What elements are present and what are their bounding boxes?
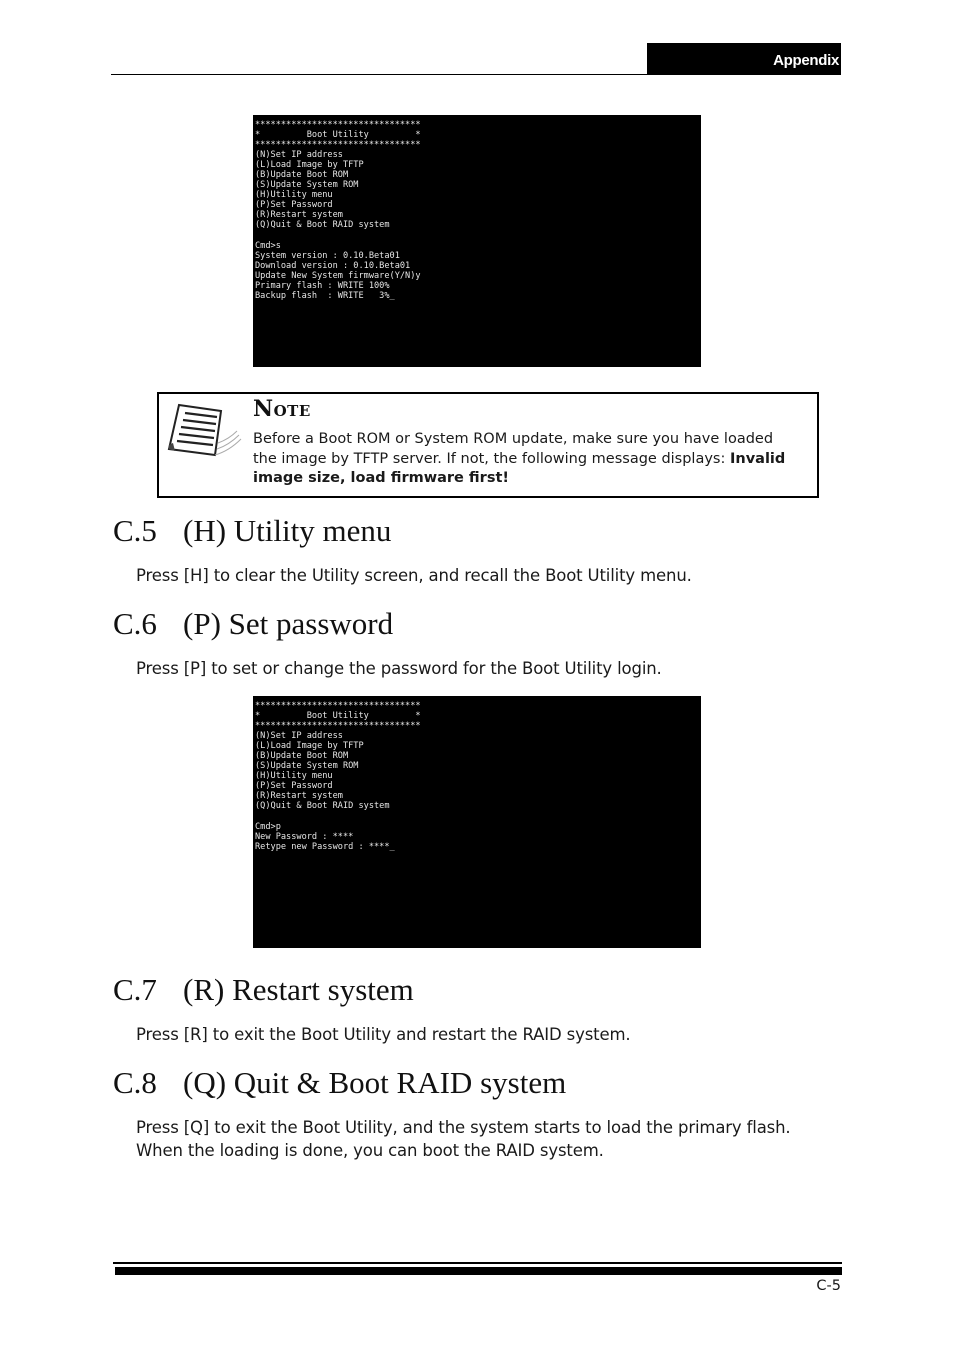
section-body-c7: Press [R] to exit the Boot Utility and restart the RAID system. xyxy=(136,1025,631,1044)
terminal-line: Backup flash : WRITE 3%_ xyxy=(255,290,395,301)
terminal-line: (Q)Quit & Boot RAID system xyxy=(255,220,390,231)
terminal-line: System version : 0.10.Beta01 xyxy=(255,250,400,261)
terminal-line xyxy=(255,231,701,241)
terminal-line: Retype new Password : ****_ xyxy=(255,841,395,852)
section-heading-c6 xyxy=(113,606,393,642)
terminal-line: (H)Utility menu xyxy=(255,190,333,201)
terminal-line: (L)Load Image by TFTP xyxy=(255,741,364,752)
section-heading-c8 xyxy=(113,1065,566,1101)
section-body-c8: Press [Q] to exit the Boot Utility, and the system starts to load the primary flash. When the loading is done, you can boot the RAID system. xyxy=(136,1118,791,1160)
terminal-line: (S)Update System ROM xyxy=(255,761,359,772)
terminal-line: (L)Load Image by TFTP xyxy=(255,160,364,171)
section-heading-c5 xyxy=(113,513,391,549)
terminal-line: (N)Set IP address xyxy=(255,150,343,161)
header-section-label: Appendix xyxy=(647,43,841,75)
footer-rule xyxy=(113,1262,842,1264)
terminal-line: Update New System firmware(Y/N)y xyxy=(255,270,421,281)
header-rule xyxy=(111,74,647,75)
terminal-line: (P)Set Password xyxy=(255,781,333,792)
terminal-line xyxy=(255,812,701,822)
terminal-line: (H)Utility menu xyxy=(255,771,333,782)
section-number: C.6 xyxy=(113,606,157,641)
terminal-line: ******************************** xyxy=(255,721,421,732)
terminal-line: (Q)Quit & Boot RAID system xyxy=(255,801,390,812)
note-title xyxy=(253,396,311,422)
section-title: (H) Utility menu xyxy=(183,513,392,548)
terminal-line: New Password : **** xyxy=(255,831,354,842)
section-title: (R) Restart system xyxy=(183,972,414,1007)
note-text xyxy=(253,430,793,489)
note-title-text: Note xyxy=(253,396,311,422)
section-number: C.7 xyxy=(113,972,157,1007)
terminal-line: (P)Set Password xyxy=(255,200,333,211)
terminal-line: (B)Update Boot ROM xyxy=(255,751,349,762)
terminal-line: Primary flash : WRITE 100% xyxy=(255,280,390,291)
section-title: (Q) Quit & Boot RAID system xyxy=(183,1065,567,1100)
terminal-line: Cmd>s xyxy=(255,240,281,251)
section-body-c5: Press [H] to clear the Utility screen, and recall the Boot Utility menu. xyxy=(136,566,692,585)
note-body: Before a Boot ROM or System ROM update, make sure you have loaded the image by TFTP server. If not, the following message displays: xyxy=(253,431,774,467)
section-title: (P) Set password xyxy=(183,606,394,641)
section-number: C.8 xyxy=(113,1065,157,1100)
terminal-line: (B)Update Boot ROM xyxy=(255,170,349,181)
section-heading-c7 xyxy=(113,972,414,1008)
note-error-message: Invalid image size, load firmware first! xyxy=(253,450,786,487)
terminal-line: * Boot Utility * xyxy=(255,711,421,722)
terminal-line: (R)Restart system xyxy=(255,210,343,221)
terminal-line: Download version : 0.10.Beta01 xyxy=(255,260,411,271)
terminal-line: ******************************** xyxy=(255,701,421,711)
section-body-c6: Press [P] to set or change the password for the Boot Utility login. xyxy=(136,659,662,678)
terminal-line: Cmd>p xyxy=(255,821,281,832)
page-number: C-5 xyxy=(816,1278,841,1294)
footer-rule-thick xyxy=(115,1267,842,1275)
terminal-line: ******************************** xyxy=(255,120,421,130)
note-paper-icon xyxy=(165,401,245,463)
terminal-line: ******************************** xyxy=(255,140,421,151)
terminal-line: * Boot Utility * xyxy=(255,130,421,141)
section-number: C.5 xyxy=(113,513,157,548)
terminal-screenshot-set-password xyxy=(253,696,701,948)
terminal-line: (S)Update System ROM xyxy=(255,180,359,191)
terminal-line: (N)Set IP address xyxy=(255,731,343,742)
terminal-line: (R)Restart system xyxy=(255,791,343,802)
terminal-screenshot-firmware-update xyxy=(253,115,701,367)
